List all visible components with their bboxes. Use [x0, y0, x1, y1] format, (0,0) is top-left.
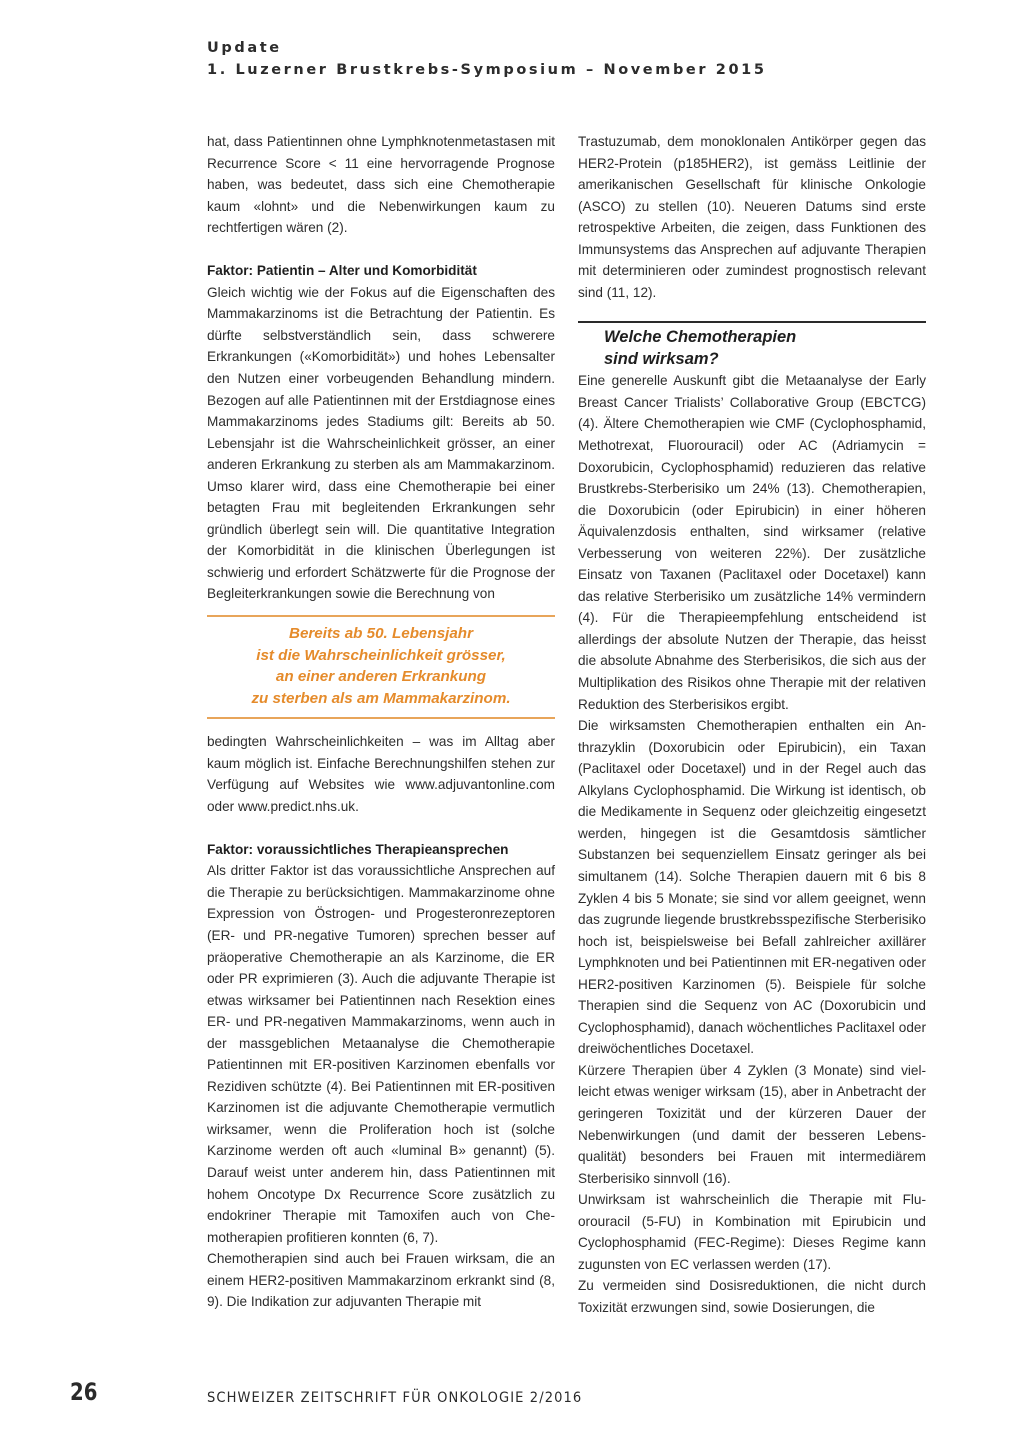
section-heading-line: sind wirksam? — [604, 349, 719, 368]
running-header — [207, 37, 767, 81]
paragraph-shorter-therapies: Kürzere Therapien über 4 Zyklen (3 Monate) sind vielleicht etwas weniger wirksam (15), aber in Anbetracht der geringeren Toxizität und der kürzeren Dauer der Nebenwirkungen (und damit der besseren Lebensqualität) besonders bei Frauen mit intermediärem Sterberisiko sinnvoll (16). — [578, 1062, 926, 1186]
pull-quote-line: Bereits ab 50. Lebensjahr — [288, 625, 473, 643]
pull-quote-line: an einer anderen Erkrankung — [275, 668, 487, 686]
subheading-therapy-response: Faktor: voraussichtliches Therapieansprechen — [207, 841, 509, 857]
right-column — [578, 131, 926, 1318]
paragraph-metaanalysis: Eine generelle Auskunft gibt die Metaanalyse der Early Breast Cancer Trialists’ Collaborative Group (EBCTCG) (4). Ältere Chemotherapien wie CMF (Cyclophosphamid, Methotrexat, Fluorouracil) oder AC (Adriamycin = Doxorubicin, Cyclophosphamid) reduzieren das relative Brustkrebs-Sterberisiko um 24% (13). Chemotherapien, die Doxorubicin (oder Epirubicin) in einer höheren Äquivalenzdosis enthalten, sind wirksamer (relative Verbesserung von weiteren 22%). Der zusätzliche Einsatz von Taxanen (Paclitaxel oder Docetaxel) kann das relative Sterberisiko um zusätzliche 14% vermindern (4). Für die Therapieempfehlung entscheidend ist allerdings der absolute Nutzen der Therapie, das heisst die absolute Abnahme des Sterberisikos, die sich aus der Multiplikation des Risikos ohne Therapie mit der relativen Reduktion des Sterberisikos ergibt. — [578, 373, 926, 712]
journal-title: SCHWEIZER ZEITSCHRIFT FÜR ONKOLOGIE 2/2016 — [207, 1390, 583, 1406]
left-column — [207, 131, 555, 1313]
paragraph-age-comorbidity: Gleich wichtig wie der Fokus auf die Eigenschaften des Mammakarzinoms ist die Betrachtung der Patientin. Es dürfte selbstverständlich sein, dass schwerere Erkrankungen («Komorbidität») und hohes Lebensalter den Nutzen einer vorbeugenden Behandlung mindern. Bezogen auf alle Patientinnen mit der Erstdiagnose eines Mammakarzinoms jedes Stadiums gilt: Bereits ab 50. Lebensjahr ist die Wahrscheinlichkeit grösser, an einer anderen Erkrankung zu sterben als am Mammakarzinom. Umso klarer wird, dass eine Chemotherapie bei einer betagten Frau mit begleitenden Erkrankungen sehr gründlich überlegt sein will. Die quantitative Integration der Komorbidität in die klinischen Überlegungen ist schwierig und erfordert Schätzwerte für die Prognose der Begleiterkrankungen sowie die Berechnung von — [207, 284, 555, 602]
subheading-age-comorbidity: Faktor: Patientin – Alter und Komorbidität — [207, 263, 477, 279]
header-event-title: 1. Luzerner Brustkrebs-Symposium – November 2015 — [207, 62, 767, 78]
page-number: 26 — [70, 1378, 98, 1406]
paragraph-fec-regime: Unwirksam ist wahrscheinlich die Therapie mit Fluorouracil (5-FU) in Kombination mit Epirubicin und Cyclophosphamid (FEC-Regime): Dieses Regime kann zugunsten von EC verlassen werden (17). — [578, 1192, 926, 1272]
paragraph-trastuzumab: Trastuzumab, dem monoklonalen Antikörper gegen das HER2-Protein (p185HER2), ist gemäss Leitlinie der amerikanischen Gesellschaft für klinische Onkologie (ASCO) zu stellen (10). Neueren Datums sind erste retrospektive Arbeiten, die zeigen, dass Funktionen des Immunsystems das Ansprechen auf adjuvante Therapien mit determinieren oder zumindest prognostisch relevant sind (11, 12). — [578, 134, 926, 300]
pull-quote-line: zu sterben als am Mammakarzinom. — [251, 689, 511, 707]
section-heading-effective-chemotherapies — [578, 321, 926, 370]
paragraph-dose-reduction: Zu vermeiden sind Dosisreduktionen, die nicht durch Toxizität erzwungen sind, sowie Dosierungen, die — [578, 1278, 926, 1315]
section-heading-line: Welche Chemotherapien — [604, 328, 797, 347]
pull-quote-line: ist die Wahrscheinlichkeit grösser, — [256, 646, 506, 664]
paragraph-intro: hat, dass Patientinnen ohne Lymphknotenmetastasen mit Recurrence Score < 11 eine hervorragende Prognose haben, was bedeutet, dass sich eine Chemotherapie kaum «lohnt» und die Nebenwirkungen kaum zu rechtfertigen wären (2). — [207, 134, 555, 236]
paragraph-therapy-response: Als dritter Faktor ist das voraussichtliche Ansprechen auf die Therapie zu berücksichtigen. Mammakarzinome ohne Expression von Östrogen- und Progesteronrezeptoren (ER- und PR-negative Tumoren) sprechen besser auf präoperative Chemotherapie an als Karzinome, die ER oder PR exprimieren (3). Auch die adjuvante Therapie ist etwas wirksamer bei Patientinnen nach Resektion eines ER- und PR-negativen Mammakarzinoms, wenn auch in der massgeblichen Metaanalyse die Chemotherapie Patientinnen mit ER-positiven Karzinomen ebenfalls vor Rezidiven schützte (4). Bei Patientinnen mit ER-positiven Karzinomen ist die adjuvante Chemotherapie vermutlich wirksamer, wenn die Proliferation hoch ist (solche Karzinome werden oft auch «luminal B» genannt) (5). Darauf weist unter anderem hin, dass Patientinnen mit hohem Oncotype Dx Recurrence Score zusätzlich zu endokriner Therapie mit Tamoxifen auch von Chemotherapien profitieren konnten (6, 7). — [207, 863, 555, 1245]
paragraph-conditional-probabilities: bedingten Wahrscheinlichkeiten – was im Alltag aber kaum möglich ist. Einfache Berechnungshilfen stehen zur Verfügung auf Websites wie www.adjuvantonline.com oder www.predict.nhs.uk. — [207, 734, 555, 814]
paragraph-effective-regimens: Die wirksamsten Chemotherapien enthalten ein Anthrazyklin (Doxorubicin oder Epirubicin), ein Taxan (Paclitaxel oder Docetaxel) und in der Regel auch das Alkylans Cyclophosphamid. Die Wirkung ist identisch, ob die Medikamente in Sequenz oder gleichzeitig eingesetzt werden, hingegen ist die Gesamtdosis sämtlicher Substanzen bei sequenziellem Einsatz geringer als bei simultanem (14). Solche Therapien dauern mit 6 bis 8 Zyklen 4 bis 5 Monate; sie sind vor allem geeignet, wenn das zugrunde liegende brustkrebsspezifische Sterberisiko hoch ist, beispielsweise bei Befall zahlreicher axillärer Lymphknoten und bei Patientinnen mit ER-negativen oder HER2-positiven Karzinomen (5). Beispiele für solche Therapien sind die Sequenz von AC (Doxorubicin und Cyclophosphamid), danach wöchentliches Paclitaxel oder dreiwöchentliches Docetaxel. — [578, 718, 926, 1057]
pull-quote — [207, 615, 555, 719]
header-section-label: Update — [207, 40, 282, 56]
paragraph-her2: Chemotherapien sind auch bei Frauen wirksam, die an einem HER2-positiven Mammakarzinom erkrankt sind (8, 9). Die Indikation zur adjuvanten Therapie mit — [207, 1251, 555, 1310]
